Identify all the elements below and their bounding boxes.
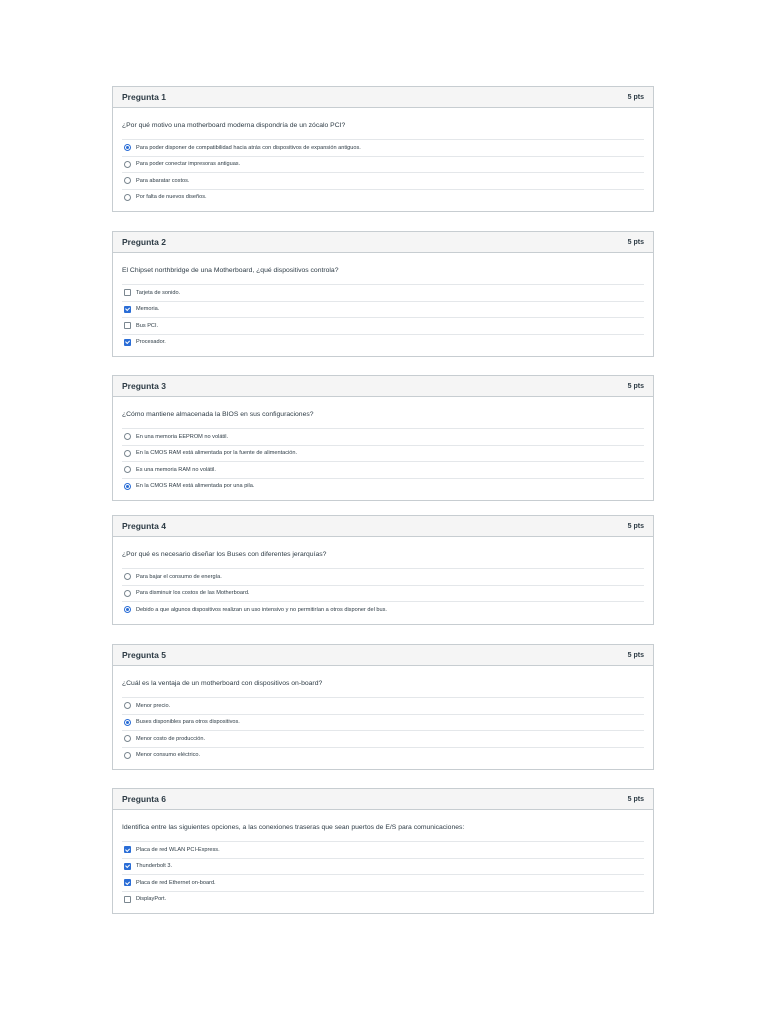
answer-label: Procesador.	[136, 339, 166, 346]
answer-list	[122, 139, 644, 205]
question-card-4	[112, 515, 654, 625]
radio-button[interactable]	[124, 702, 131, 709]
question-points: 5 pts	[627, 795, 644, 803]
radio-button-selected[interactable]	[124, 483, 131, 490]
checkbox-checked[interactable]	[124, 879, 131, 886]
question-points: 5 pts	[627, 238, 644, 246]
question-header	[113, 516, 653, 537]
answer-option[interactable]	[122, 715, 644, 732]
answer-label: Buses disponibles para otros dispositivos.	[136, 719, 240, 726]
answer-option[interactable]	[122, 748, 644, 764]
answer-label: Por falta de nuevos diseños.	[136, 194, 207, 201]
radio-button[interactable]	[124, 177, 131, 184]
answer-option[interactable]	[122, 285, 644, 302]
answer-option[interactable]	[122, 462, 644, 479]
answer-option[interactable]	[122, 602, 644, 618]
question-card-6	[112, 788, 654, 914]
answer-option[interactable]	[122, 479, 644, 495]
answer-list	[122, 428, 644, 494]
question-text: ¿Cómo mantiene almacenada la BIOS en sus configuraciones?	[122, 411, 314, 418]
radio-button[interactable]	[124, 194, 131, 201]
question-text: ¿Por qué es necesario diseñar los Buses con diferentes jerarquías?	[122, 551, 327, 558]
question-text: El Chipset northbridge de una Motherboard, ¿qué dispositivos controla?	[122, 267, 339, 274]
answer-list	[122, 284, 644, 350]
question-card-5	[112, 644, 654, 770]
radio-button[interactable]	[124, 590, 131, 597]
answer-label: En una memoria EEPROM no volátil.	[136, 433, 229, 440]
answer-option[interactable]	[122, 892, 644, 908]
question-body	[113, 253, 653, 356]
checkbox[interactable]	[124, 896, 131, 903]
answer-label: Para disminuir los costos de las Motherboard.	[136, 590, 250, 597]
answer-label: Menor consumo eléctrico.	[136, 752, 201, 759]
answer-label: Para bajar el consumo de energía.	[136, 573, 222, 580]
answer-label: DisplayPort.	[136, 896, 167, 903]
checkbox-checked[interactable]	[124, 863, 131, 870]
answer-option[interactable]	[122, 569, 644, 586]
checkbox-checked[interactable]	[124, 306, 131, 313]
answer-label: Para abaratar costos.	[136, 177, 190, 184]
question-card-2	[112, 231, 654, 357]
radio-button[interactable]	[124, 450, 131, 457]
answer-label: Placa de red Ethernet on-board.	[136, 879, 216, 886]
question-text: ¿Cuál es la ventaja de un motherboard con dispositivos on-board?	[122, 680, 323, 687]
answer-list	[122, 841, 644, 907]
checkbox-checked[interactable]	[124, 339, 131, 346]
checkbox[interactable]	[124, 289, 131, 296]
question-text: Identifica entre las siguientes opciones, a las conexiones traseras que sean puertos de E/S para comunicaciones:	[122, 824, 465, 831]
question-title: Pregunta 3	[122, 381, 166, 391]
answer-option[interactable]	[122, 859, 644, 876]
answer-label: En la CMOS RAM está alimentada por una pila.	[136, 483, 255, 490]
answer-label: Memoria.	[136, 306, 160, 313]
answer-option[interactable]	[122, 698, 644, 715]
question-points: 5 pts	[627, 382, 644, 390]
question-title: Pregunta 1	[122, 92, 166, 102]
question-body	[113, 397, 653, 500]
question-title: Pregunta 4	[122, 521, 166, 531]
answer-option[interactable]	[122, 586, 644, 603]
question-card-3	[112, 375, 654, 501]
question-header	[113, 376, 653, 397]
question-header	[113, 232, 653, 253]
radio-button-selected[interactable]	[124, 606, 131, 613]
answer-option[interactable]	[122, 446, 644, 463]
answer-label: Thunderbolt 3.	[136, 863, 173, 870]
answer-label: Bus PCI.	[136, 322, 159, 329]
answer-option[interactable]	[122, 173, 644, 190]
question-points: 5 pts	[627, 651, 644, 659]
question-body	[113, 537, 653, 624]
answer-option[interactable]	[122, 875, 644, 892]
answer-option[interactable]	[122, 842, 644, 859]
answer-label: Es una memoria RAM no volátil.	[136, 466, 216, 473]
checkbox[interactable]	[124, 322, 131, 329]
answer-label: Para poder conectar impresoras antiguas.	[136, 161, 241, 168]
radio-button[interactable]	[124, 466, 131, 473]
answer-option[interactable]	[122, 429, 644, 446]
answer-option[interactable]	[122, 302, 644, 319]
question-points: 5 pts	[627, 93, 644, 101]
question-points: 5 pts	[627, 522, 644, 530]
radio-button[interactable]	[124, 573, 131, 580]
radio-button-selected[interactable]	[124, 719, 131, 726]
answer-list	[122, 697, 644, 763]
question-title: Pregunta 5	[122, 650, 166, 660]
question-header	[113, 645, 653, 666]
radio-button[interactable]	[124, 752, 131, 759]
answer-option[interactable]	[122, 335, 644, 351]
question-title: Pregunta 2	[122, 237, 166, 247]
question-header	[113, 789, 653, 810]
radio-button-selected[interactable]	[124, 144, 131, 151]
answer-label: Para poder disponer de compatibilidad hacia atrás con dispositivos de expansión antiguos.	[136, 144, 361, 151]
answer-label: En la CMOS RAM está alimentada por la fuente de alimentación.	[136, 450, 298, 457]
answer-option[interactable]	[122, 140, 644, 157]
answer-option[interactable]	[122, 157, 644, 174]
answer-label: Placa de red WLAN PCI-Express.	[136, 846, 220, 853]
answer-label: Debido a que algunos dispositivos realizan un uso intensivo y no permitirían a otros disponer del bus.	[136, 606, 387, 613]
question-header	[113, 87, 653, 108]
answer-option[interactable]	[122, 190, 644, 206]
question-text: ¿Por qué motivo una motherboard moderna dispondría de un zócalo PCI?	[122, 122, 346, 129]
question-body	[113, 108, 653, 211]
answer-option[interactable]	[122, 318, 644, 335]
answer-option[interactable]	[122, 731, 644, 748]
checkbox-checked[interactable]	[124, 846, 131, 853]
question-body	[113, 810, 653, 913]
answer-list	[122, 568, 644, 618]
answer-label: Tarjeta de sonido.	[136, 289, 181, 296]
radio-button[interactable]	[124, 161, 131, 168]
question-body	[113, 666, 653, 769]
question-title: Pregunta 6	[122, 794, 166, 804]
answer-label: Menor precio.	[136, 702, 171, 709]
radio-button[interactable]	[124, 433, 131, 440]
radio-button[interactable]	[124, 735, 131, 742]
answer-label: Menor costo de producción.	[136, 735, 206, 742]
question-card-1	[112, 86, 654, 212]
